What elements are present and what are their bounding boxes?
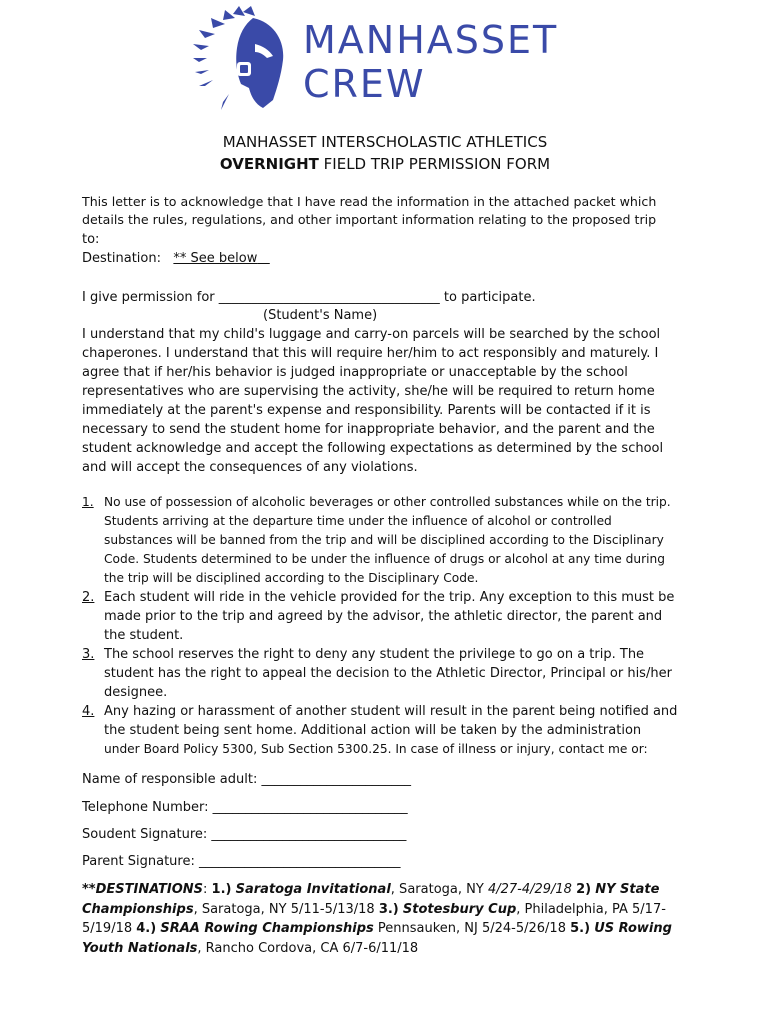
destination-label: Destination: <box>82 251 161 266</box>
parent-signature-field[interactable]: Parent Signature: _______________________________ <box>82 854 401 869</box>
dest-2-place: , Saratoga, NY 5/11-5/13/18 <box>193 901 379 917</box>
intro-line-2: details the rules, regulations, and other important information relating to the proposed trip <box>82 212 657 227</box>
dest-1-place: , Saratoga, NY <box>390 882 488 897</box>
rules-list <box>82 493 682 759</box>
dest-3-name: Stotesbury Cup <box>402 901 517 917</box>
student-signature-field[interactable]: Soudent Signature: ______________________________ <box>82 827 407 842</box>
destinations-label: **DESTINATIONS <box>82 882 204 897</box>
permission-line: I give permission for __________________________________ to participate. <box>82 290 536 305</box>
dest-2-name: NY State Championships <box>82 882 660 917</box>
dest-1-number: 1.) <box>211 882 232 897</box>
form-subheading-rest: FIELD TRIP PERMISSION FORM <box>318 155 551 173</box>
rule-1-number: 1. <box>82 495 94 509</box>
indian-headdress-icon <box>193 4 293 114</box>
dest-3-place: , Philadelphia, PA 5/17-5/19/18 <box>82 901 666 936</box>
dest-5-name: US Rowing Youth Nationals <box>82 921 672 956</box>
rule-4 <box>82 702 682 759</box>
rule-2-number: 2. <box>82 590 95 605</box>
dest-4-place: Pennsauken, NJ 5/24-5/26/18 <box>373 921 571 936</box>
rule-4-extra: under Board Policy 5300, Sub Section 5300.25. In case of illness or injury, contact me or: <box>104 742 648 756</box>
student-name-caption: (Student's Name) <box>263 308 378 323</box>
dest-4-name: SRAA Rowing Championships <box>160 921 374 936</box>
intro-to: to: <box>82 232 100 247</box>
dest-2-number: 2) <box>576 882 592 897</box>
rule-1 <box>82 493 682 588</box>
rule-1-text: No use of possession of alcoholic beverages or other controlled substances while on the trip. Students arriving at the departure time under the influence of alcohol or controlled substances will be banned from the trip and will be disciplined according to the Disciplinary Code. Students determined to be under the influence of drugs or alcohol at any time during the trip will be disciplined according to the Disciplinary Code. <box>104 495 671 585</box>
form-subheading <box>0 155 770 173</box>
form-heading: MANHASSET INTERSCHOLASTIC ATHLETICS <box>222 133 548 151</box>
rule-4-text: Any hazing or harassment of another student will result in the parent being notified and the student being sent home. Additional action will be taken by the administration <box>104 704 678 738</box>
rule-2-text: Each student will ride in the vehicle provided for the trip. Any exception to this must be made prior to the trip and agreed by the advisor, the athletic director, the parent and the student. <box>104 590 675 643</box>
dest-4-number: 4.) <box>136 921 157 936</box>
rule-3 <box>82 645 682 702</box>
rule-4-number: 4. <box>82 704 95 719</box>
dest-5-number: 5.) <box>570 921 591 936</box>
destination-row <box>82 251 270 266</box>
school-logo <box>193 4 563 114</box>
rule-2 <box>82 588 682 645</box>
telephone-field[interactable]: Telephone Number: ______________________________ <box>82 800 408 815</box>
logo-line-crew: CREW <box>303 62 426 106</box>
dest-5-place: , Rancho Cordova, CA 6/7-6/11/18 <box>197 940 419 956</box>
dest-1-name: Saratoga Invitational <box>235 882 391 897</box>
intro-line-1: This letter is to acknowledge that I have read the information in the attached packet which <box>82 194 657 209</box>
destination-value: ** See below <box>173 251 258 266</box>
dest-3-number: 3.) <box>378 901 399 917</box>
permission-paragraph: I understand that my child's luggage and carry-on parcels will be searched by the school chaperones. I understand that this will require her/him to act responsibly and maturely. I agree that if her/his behavior is judged inappropriate or unacceptable by the school representatives who are supervising the activity, she/he will be required to return home immediately at the parent's expense and responsibility. Parents will be contacted if it is necessary to send the student home for inappropriate behavior, and the parent and the student acknowledge and accept the following expectations as determined by the school and will accept the consequences of any violations. <box>82 327 664 475</box>
rule-3-number: 3. <box>82 647 95 662</box>
rule-3-text: The school reserves the right to deny any student the privilege to go on a trip. The student has the right to appeal the decision to the Athletic Director, Principal or his/her designee. <box>104 647 672 700</box>
dest-1-dates: 4/27-4/29/18 <box>487 882 572 897</box>
responsible-adult-field[interactable]: Name of responsible adult: _______________________ <box>82 772 411 787</box>
logo-line-manhasset: MANHASSET <box>303 18 559 62</box>
destinations-paragraph: **DESTINATIONS: 1.) Saratoga Invitational, Saratoga, NY 4/27-4/29/18 2) NY State Championships, Saratoga, NY 5/11-5/13/18 3.) Stotesbury Cup, Philadelphia, PA 5/17-5/19/18 4.) SRAA Rowing Championships Pennsauken, NJ 5/24-5/26/18 5.) US Rowing Youth Nationals, Rancho Cordova, CA 6/7-6/11/18 <box>82 882 672 956</box>
form-subheading-bold: OVERNIGHT <box>219 155 319 173</box>
